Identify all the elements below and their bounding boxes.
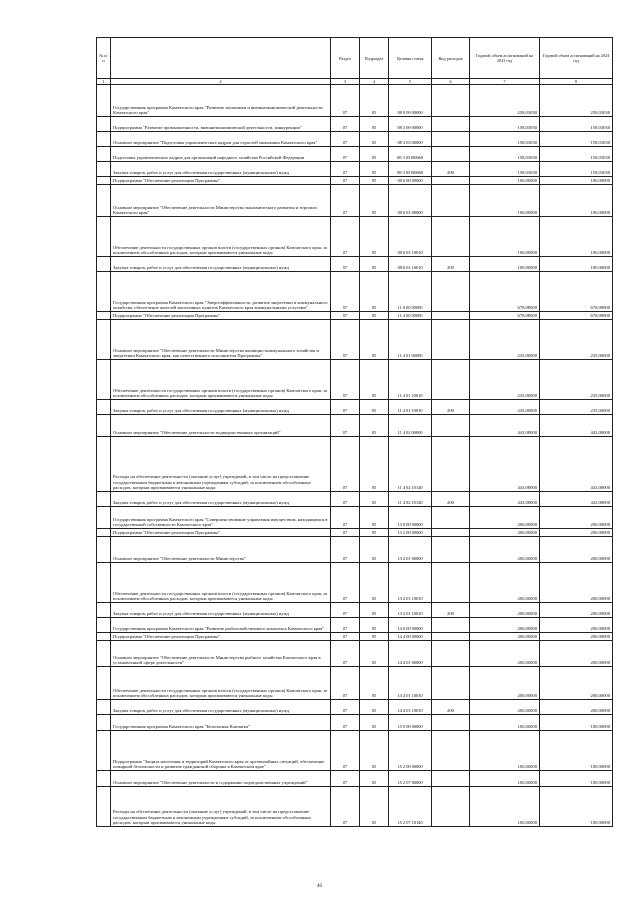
section-cell: 07: [331, 618, 360, 633]
row-name-cell: Закупка товаров, работ и услуг для обеспечения государственных (муниципальных) нужд: [111, 492, 331, 507]
expense-type-cell: 200: [432, 700, 470, 715]
target-article-cell: 14 4 00 00000: [389, 633, 432, 641]
target-article-cell: 11 4 01 00000: [389, 320, 432, 360]
row-name-cell: Расходы на обеспечение деятельности (оказание услуг) учреждений, в том числе на предоставление государственным бюджетным и автономным учреждениям субсидий, за исключением обособленных расходов, которым присваиваются уникальные коды: [111, 787, 331, 827]
allocation-2024-cell: 678,08000: [540, 272, 613, 312]
allocation-2024-cell: 200,00000: [540, 700, 613, 715]
section-cell: 07: [331, 320, 360, 360]
subsection-cell: 05: [360, 360, 389, 400]
column-number: 3: [331, 79, 360, 85]
allocation-2023-cell: 100,00000: [470, 257, 540, 272]
row-number-cell: [97, 162, 111, 177]
subsection-cell: 05: [360, 400, 389, 415]
row-name-cell: Обеспечение деятельности государственных органов власти (государственных органов) Камчатского края, за исключением обособленных расходов, которым присваиваются уникальные коды: [111, 360, 331, 400]
expense-type-cell: 200: [432, 603, 470, 618]
section-cell: 07: [331, 633, 360, 641]
section-cell: 07: [331, 700, 360, 715]
allocation-2024-cell: 200,00000: [540, 641, 613, 667]
allocation-2023-cell: 100,00000: [470, 185, 540, 217]
allocation-2024-cell: 443,08000: [540, 437, 613, 492]
row-number-cell: [97, 507, 111, 529]
section-cell: 07: [331, 507, 360, 529]
allocation-2024-cell: 158,03030: [540, 132, 613, 147]
row-number-cell: [97, 667, 111, 700]
row-number-cell: [97, 177, 111, 185]
row-name-cell: Подготовка управленческих кадров для организаций народного хозяйства Российской Федерации: [111, 147, 331, 162]
row-number-cell: [97, 492, 111, 507]
table-row: [97, 85, 613, 117]
target-article-cell: 11 4 00 00000: [389, 312, 432, 320]
budget-table: [96, 37, 613, 827]
table-row: [97, 700, 613, 715]
allocation-2023-cell: 200,00000: [470, 618, 540, 633]
table-row: [97, 618, 613, 633]
table-row: [97, 177, 613, 185]
table-row: [97, 117, 613, 132]
section-cell: 07: [331, 731, 360, 771]
allocation-2024-cell: 100,00000: [540, 731, 613, 771]
subsection-cell: 05: [360, 537, 389, 563]
section-cell: 07: [331, 603, 360, 618]
allocation-2024-cell: 100,00000: [540, 715, 613, 731]
target-article-cell: 13 2 01 10010: [389, 563, 432, 603]
row-name-cell: Закупка товаров, работ и услуг для обеспечения государственных (муниципальных) нужд: [111, 257, 331, 272]
expense-type-cell: 200: [432, 162, 470, 177]
subsection-cell: 05: [360, 700, 389, 715]
target-article-cell: 14 4 01 00000: [389, 641, 432, 667]
target-article-cell: 13 2 01 10010: [389, 603, 432, 618]
table-row: [97, 415, 613, 437]
allocation-2024-cell: 100,00000: [540, 177, 613, 185]
section-cell: 07: [331, 715, 360, 731]
allocation-2023-cell: 200,00000: [470, 633, 540, 641]
subsection-cell: 05: [360, 415, 389, 437]
row-name-cell: Закупка товаров, работ и услуг для обеспечения государственных (муниципальных) нужд: [111, 700, 331, 715]
row-name-cell: Основное мероприятие "Подготовка управленческих кадров для отраслей экономики Камчатского края": [111, 132, 331, 147]
allocation-2023-cell: 100,00000: [470, 731, 540, 771]
allocation-2023-cell: 100,00000: [470, 217, 540, 257]
target-article-cell: 14 4 01 10010: [389, 667, 432, 700]
table-row: [97, 787, 613, 827]
table-row: [97, 492, 613, 507]
row-name-cell: Основное мероприятие "Обеспечение деятельности подведомственных организаций": [111, 415, 331, 437]
target-article-cell: 11 0 00 00000: [389, 272, 432, 312]
allocation-2024-cell: 200,00000: [540, 633, 613, 641]
header-number: № п/п: [97, 38, 111, 79]
target-article-cell: 11 4 02 00000: [389, 415, 432, 437]
row-number-cell: [97, 633, 111, 641]
target-article-cell: 13 0 00 00000: [389, 507, 432, 529]
subsection-cell: 05: [360, 787, 389, 827]
allocation-2023-cell: 258,03030: [470, 85, 540, 117]
allocation-2024-cell: 258,03030: [540, 85, 613, 117]
row-name-cell: Подпрограмма "Обеспечение реализации Программы": [111, 633, 331, 641]
expense-type-cell: [432, 217, 470, 257]
target-article-cell: 08 6 01 10010: [389, 217, 432, 257]
section-cell: 07: [331, 400, 360, 415]
section-cell: 07: [331, 529, 360, 537]
allocation-2024-cell: 678,08000: [540, 312, 613, 320]
expense-type-cell: [432, 132, 470, 147]
subsection-cell: 05: [360, 162, 389, 177]
column-number: 2: [111, 79, 331, 85]
target-article-cell: 13 2 01 00000: [389, 537, 432, 563]
row-number-cell: [97, 437, 111, 492]
row-number-cell: [97, 257, 111, 272]
row-name-cell: Государственная программа Камчатского края "Совершенствование управления имуществом, находящимся в государственной собственности Камчатского края": [111, 507, 331, 529]
expense-type-cell: 200: [432, 257, 470, 272]
subsection-cell: 05: [360, 217, 389, 257]
row-name-cell: Обеспечение деятельности государственных органов власти (государственных органов) Камчатского края, за исключением обособленных расходов, которым присваиваются уникальные коды: [111, 563, 331, 603]
subsection-cell: 05: [360, 312, 389, 320]
target-article-cell: 08 6 01 10010: [389, 257, 432, 272]
row-name-cell: Государственная программа Камчатского края "Энергоэффективность, развитие энергетики и коммунального хозяйства, обеспечение жителей населенных пунктов Камчатского края коммунальными услугами": [111, 272, 331, 312]
allocation-2023-cell: 100,00000: [470, 787, 540, 827]
target-article-cell: 08 6 01 00000: [389, 185, 432, 217]
section-cell: 07: [331, 217, 360, 257]
row-name-cell: Основное мероприятие "Обеспечение деятельности и содержание подведомственных учреждений": [111, 771, 331, 787]
subsection-cell: 05: [360, 185, 389, 217]
header-name: [111, 38, 331, 79]
target-article-cell: 08 3 00 00000: [389, 117, 432, 132]
column-number: 6: [432, 79, 470, 85]
row-name-cell: Обеспечение деятельности государственных органов власти (государственных органов) Камчатского края, за исключением обособленных расходов, которым присваиваются уникальные коды: [111, 217, 331, 257]
allocation-2023-cell: 678,08000: [470, 272, 540, 312]
row-name-cell: Государственная программа Камчатского края "Развитие экономики и внешнеэкономической деятельности Камчатского края": [111, 85, 331, 117]
target-article-cell: 14 4 01 10010: [389, 700, 432, 715]
subsection-cell: 05: [360, 85, 389, 117]
row-number-cell: [97, 715, 111, 731]
allocation-2024-cell: 235,00000: [540, 400, 613, 415]
row-name-cell: Подпрограмма "Защита населения и территорий Камчатского края от чрезвычайных ситуаций, обеспечение пожарной безопасности и развитие гражданской обороны в Камчатском крае": [111, 731, 331, 771]
allocation-2023-cell: 200,00000: [470, 700, 540, 715]
row-name-cell: Основное мероприятие "Обеспечение деятельности Министерства жилищно-коммунального хозяйства и энергетики Камчатского края, как ответственного исполнителя Программы": [111, 320, 331, 360]
target-article-cell: 14 0 00 00000: [389, 618, 432, 633]
subsection-cell: 05: [360, 437, 389, 492]
section-cell: 07: [331, 185, 360, 217]
section-cell: 07: [331, 312, 360, 320]
allocation-2023-cell: 158,03030: [470, 132, 540, 147]
table-row: [97, 507, 613, 529]
table-row: [97, 771, 613, 787]
allocation-2023-cell: 443,08000: [470, 437, 540, 492]
expense-type-cell: [432, 618, 470, 633]
table-row: [97, 147, 613, 162]
allocation-2023-cell: 200,00000: [470, 563, 540, 603]
header-allocation-2023: Годовой объем ассигнований на 2023 год: [470, 38, 540, 79]
section-cell: 07: [331, 272, 360, 312]
target-article-cell: 08 3 03 R0660: [389, 147, 432, 162]
table-row: [97, 312, 613, 320]
expense-type-cell: [432, 320, 470, 360]
allocation-2023-cell: 200,00000: [470, 537, 540, 563]
allocation-2023-cell: 200,00000: [470, 603, 540, 618]
row-name-cell: Подпрограмма "Развитие промышленности, внешнеэкономической деятельности, конкуренции": [111, 117, 331, 132]
allocation-2023-cell: 443,08000: [470, 492, 540, 507]
expense-type-cell: [432, 85, 470, 117]
table-row: [97, 185, 613, 217]
row-number-cell: [97, 312, 111, 320]
target-article-cell: 08 0 00 00000: [389, 85, 432, 117]
row-number-cell: [97, 360, 111, 400]
row-number-cell: [97, 185, 111, 217]
allocation-2024-cell: 158,03030: [540, 117, 613, 132]
row-name-cell: Государственная программа Камчатского края "Развитие рыбохозяйственного комплекса Камчатского края": [111, 618, 331, 633]
allocation-2024-cell: 200,00000: [540, 537, 613, 563]
row-number-cell: [97, 117, 111, 132]
column-number: 8: [540, 79, 613, 85]
table-row: [97, 529, 613, 537]
allocation-2024-cell: 200,00000: [540, 563, 613, 603]
section-cell: 07: [331, 257, 360, 272]
row-number-cell: [97, 700, 111, 715]
section-cell: 07: [331, 563, 360, 603]
expense-type-cell: [432, 537, 470, 563]
row-number-cell: [97, 771, 111, 787]
allocation-2023-cell: 100,00000: [470, 771, 540, 787]
target-article-cell: 15 2 00 00000: [389, 731, 432, 771]
table-row: [97, 400, 613, 415]
allocation-2024-cell: 235,00000: [540, 360, 613, 400]
allocation-2023-cell: 158,03030: [470, 117, 540, 132]
row-number-cell: [97, 641, 111, 667]
subsection-cell: 05: [360, 492, 389, 507]
expense-type-cell: [432, 529, 470, 537]
expense-type-cell: [432, 185, 470, 217]
subsection-cell: 05: [360, 715, 389, 731]
row-name-cell: Основное мероприятие "Обеспечение деятельности Министерства экономического развития и торговли Камчатского края": [111, 185, 331, 217]
allocation-2024-cell: 235,00000: [540, 320, 613, 360]
allocation-2024-cell: 158,03030: [540, 147, 613, 162]
row-number-cell: [97, 400, 111, 415]
row-name-cell: Закупка товаров, работ и услуг для обеспечения государственных (муниципальных) нужд: [111, 400, 331, 415]
row-number-cell: [97, 731, 111, 771]
allocation-2023-cell: 158,03030: [470, 147, 540, 162]
expense-type-cell: [432, 117, 470, 132]
target-article-cell: 15 2 07 10140: [389, 787, 432, 827]
target-article-cell: 11 4 01 10010: [389, 360, 432, 400]
table-row: [97, 437, 613, 492]
section-cell: 07: [331, 667, 360, 700]
section-cell: 07: [331, 132, 360, 147]
allocation-2024-cell: 200,00000: [540, 507, 613, 529]
subsection-cell: 05: [360, 257, 389, 272]
allocation-2024-cell: 443,08000: [540, 415, 613, 437]
row-number-cell: [97, 415, 111, 437]
section-cell: 07: [331, 85, 360, 117]
allocation-2023-cell: 100,00000: [470, 177, 540, 185]
allocation-2024-cell: 100,00000: [540, 787, 613, 827]
row-number-cell: [97, 563, 111, 603]
allocation-2023-cell: 235,00000: [470, 320, 540, 360]
allocation-2024-cell: 100,00000: [540, 217, 613, 257]
row-name-cell: Обеспечение деятельности государственных органов власти (государственных органов) Камчатского края, за исключением обособленных расходов, которым присваиваются уникальные коды: [111, 667, 331, 700]
table-row: [97, 731, 613, 771]
page-number: 40: [317, 884, 322, 889]
table-row: [97, 217, 613, 257]
target-article-cell: 15 0 00 00000: [389, 715, 432, 731]
expense-type-cell: [432, 507, 470, 529]
column-number: 7: [470, 79, 540, 85]
table-row: [97, 320, 613, 360]
row-number-cell: [97, 217, 111, 257]
allocation-2024-cell: 100,00000: [540, 771, 613, 787]
table-row: [97, 257, 613, 272]
allocation-2024-cell: 200,00000: [540, 667, 613, 700]
allocation-2024-cell: 200,00000: [540, 618, 613, 633]
row-name-cell: Закупка товаров, работ и услуг для обеспечения государственных (муниципальных) нужд: [111, 162, 331, 177]
target-article-cell: 13 2 00 00000: [389, 529, 432, 537]
target-article-cell: 08 3 03 R0660: [389, 162, 432, 177]
expense-type-cell: [432, 272, 470, 312]
table-row: [97, 162, 613, 177]
expense-type-cell: [432, 715, 470, 731]
allocation-2024-cell: 443,08000: [540, 492, 613, 507]
section-cell: 07: [331, 162, 360, 177]
section-cell: 07: [331, 147, 360, 162]
subsection-cell: 05: [360, 272, 389, 312]
row-number-cell: [97, 618, 111, 633]
expense-type-cell: [432, 147, 470, 162]
expense-type-cell: 200: [432, 400, 470, 415]
column-number: 1: [97, 79, 111, 85]
table-row: [97, 563, 613, 603]
column-number: 5: [389, 79, 432, 85]
subsection-cell: 05: [360, 147, 389, 162]
subsection-cell: 05: [360, 563, 389, 603]
allocation-2024-cell: 200,00000: [540, 603, 613, 618]
subsection-cell: 05: [360, 603, 389, 618]
row-number-cell: [97, 537, 111, 563]
allocation-2023-cell: 235,00000: [470, 400, 540, 415]
section-cell: 07: [331, 117, 360, 132]
allocation-2023-cell: 158,03030: [470, 162, 540, 177]
allocation-2023-cell: 235,00000: [470, 360, 540, 400]
allocation-2024-cell: 100,00000: [540, 257, 613, 272]
row-number-cell: [97, 272, 111, 312]
table-row: [97, 603, 613, 618]
target-article-cell: 15 2 07 00000: [389, 771, 432, 787]
table-row: [97, 360, 613, 400]
table-header-row: [97, 38, 613, 79]
expense-type-cell: [432, 633, 470, 641]
expense-type-cell: [432, 312, 470, 320]
table-row: [97, 537, 613, 563]
expense-type-cell: [432, 177, 470, 185]
subsection-cell: 05: [360, 633, 389, 641]
subsection-cell: 05: [360, 132, 389, 147]
expense-type-cell: [432, 360, 470, 400]
expense-type-cell: 200: [432, 492, 470, 507]
table-row: [97, 633, 613, 641]
expense-type-cell: [432, 415, 470, 437]
row-number-cell: [97, 147, 111, 162]
section-cell: 07: [331, 177, 360, 185]
expense-type-cell: [432, 563, 470, 603]
section-cell: 07: [331, 641, 360, 667]
expense-type-cell: [432, 731, 470, 771]
expense-type-cell: [432, 641, 470, 667]
table-row: [97, 715, 613, 731]
row-name-cell: Подпрограмма "Обеспечение реализации Программы": [111, 312, 331, 320]
subsection-cell: 05: [360, 320, 389, 360]
row-number-cell: [97, 85, 111, 117]
target-article-cell: 11 4 02 10140: [389, 437, 432, 492]
allocation-2023-cell: 100,00000: [470, 715, 540, 731]
column-number: 4: [360, 79, 389, 85]
row-number-cell: [97, 603, 111, 618]
section-cell: 07: [331, 771, 360, 787]
table-row: [97, 641, 613, 667]
row-number-cell: [97, 529, 111, 537]
table-row: [97, 132, 613, 147]
section-cell: 07: [331, 415, 360, 437]
subsection-cell: 05: [360, 529, 389, 537]
allocation-2023-cell: 678,08000: [470, 312, 540, 320]
header-allocation-2024: Годовой объем ассигнований на 2024 год: [540, 38, 613, 79]
table-row: [97, 667, 613, 700]
header-expense-type: Вид расходов: [432, 38, 470, 79]
allocation-2023-cell: 200,00000: [470, 507, 540, 529]
row-number-cell: [97, 787, 111, 827]
row-name-cell: Подпрограмма "Обеспечение реализации Программы": [111, 529, 331, 537]
subsection-cell: 05: [360, 667, 389, 700]
table-body: [97, 85, 613, 827]
row-name-cell: Подпрограмма "Обеспечение реализации Программы": [111, 177, 331, 185]
target-article-cell: 11 4 02 10140: [389, 492, 432, 507]
subsection-cell: 05: [360, 618, 389, 633]
allocation-2023-cell: 200,00000: [470, 529, 540, 537]
section-cell: 07: [331, 437, 360, 492]
section-cell: 07: [331, 537, 360, 563]
row-name-cell: Основное мероприятие "Обеспечение деятельности Министерства рыбного хозяйства Камчатского края в установленной сфере деятельности": [111, 641, 331, 667]
target-article-cell: 08 6 00 00000: [389, 177, 432, 185]
subsection-cell: 05: [360, 771, 389, 787]
allocation-2024-cell: 200,00000: [540, 529, 613, 537]
subsection-cell: 05: [360, 641, 389, 667]
allocation-2024-cell: 158,03030: [540, 162, 613, 177]
subsection-cell: 05: [360, 507, 389, 529]
row-number-cell: [97, 320, 111, 360]
allocation-2024-cell: 100,00000: [540, 185, 613, 217]
expense-type-cell: [432, 437, 470, 492]
row-name-cell: Основное мероприятие "Обеспечение деятельности Министерства": [111, 537, 331, 563]
subsection-cell: 05: [360, 177, 389, 185]
allocation-2023-cell: 443,08000: [470, 415, 540, 437]
header-subsection: Подраздел: [360, 38, 389, 79]
section-cell: 07: [331, 360, 360, 400]
row-name-cell: Расходы на обеспечение деятельности (оказание услуг) учреждений, в том числе на предоставление государственным бюджетным и автономным учреждениям субсидий, за исключением обособленных расходов, которым присваиваются уникальные коды: [111, 437, 331, 492]
subsection-cell: 05: [360, 731, 389, 771]
target-article-cell: 11 4 01 10010: [389, 400, 432, 415]
row-name-cell: Государственная программа Камчатского края "Безопасная Камчатка": [111, 715, 331, 731]
header-target-article: Целевая статья: [389, 38, 432, 79]
target-article-cell: 08 3 03 00000: [389, 132, 432, 147]
expense-type-cell: [432, 771, 470, 787]
table-row: [97, 272, 613, 312]
section-cell: 07: [331, 492, 360, 507]
expense-type-cell: [432, 667, 470, 700]
subsection-cell: 05: [360, 117, 389, 132]
row-number-cell: [97, 132, 111, 147]
section-cell: 07: [331, 787, 360, 827]
header-section: Раздел: [331, 38, 360, 79]
row-name-cell: Закупка товаров, работ и услуг для обеспечения государственных (муниципальных) нужд: [111, 603, 331, 618]
allocation-2023-cell: 200,00000: [470, 641, 540, 667]
allocation-2023-cell: 200,00000: [470, 667, 540, 700]
expense-type-cell: [432, 787, 470, 827]
